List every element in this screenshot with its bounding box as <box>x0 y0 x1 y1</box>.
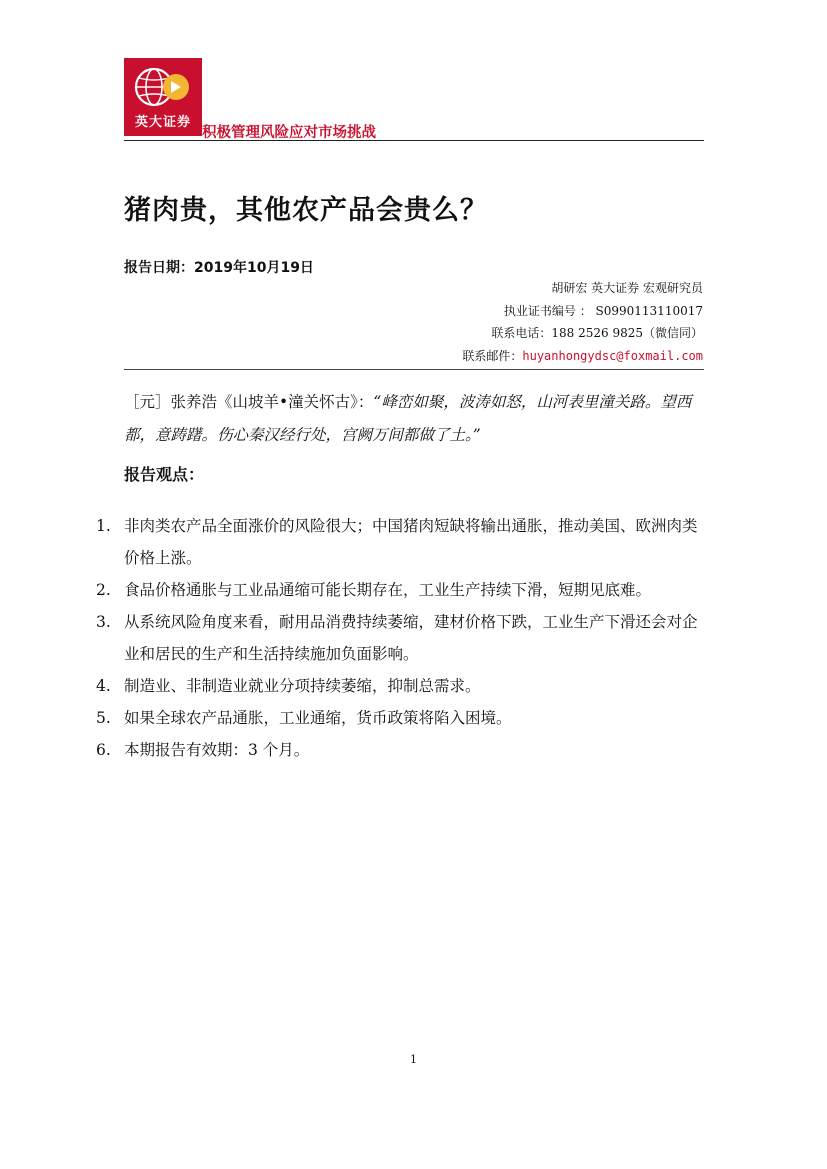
author-certificate: 执业证书编号 ： S0990113110017 <box>503 303 703 318</box>
list-item <box>96 574 706 606</box>
list-item-number: 4. <box>96 677 111 695</box>
list-item-text: 制造业、非制造业就业分项持续萎缩，抑制总需求。 <box>124 677 481 695</box>
author-email-label: 联系邮件： <box>462 348 523 363</box>
section-heading: 报告观点： <box>124 465 205 484</box>
list-item-text: 食品价格通胀与工业品通缩可能长期存在，工业生产持续下滑，短期见底难。 <box>124 581 652 599</box>
list-item-text: 如果全球农产品通胀，工业通缩，货币政策将陷入困境。 <box>124 709 512 727</box>
header-divider <box>124 140 704 141</box>
author-name: 胡研宏 英大证券 宏观研究员 <box>551 281 703 295</box>
logo-text: 英大证券 <box>134 115 191 130</box>
list-item-number: 1. <box>96 517 111 535</box>
list-item <box>96 702 706 734</box>
quote-verse: “峰峦如聚，波涛如怒，山河表里潼关路。望西都，意踌躇。伤心秦汉经行处，宫阙万间都做了土。” <box>124 393 692 444</box>
report-points-list <box>96 510 706 766</box>
list-item <box>96 670 706 702</box>
list-item-number: 3. <box>96 613 111 631</box>
author-email-row <box>462 345 703 368</box>
list-item-number: 2. <box>96 581 111 599</box>
author-info <box>462 277 703 367</box>
quote-source: ［元］张养浩《山坡羊•潼关怀古》： <box>124 393 374 411</box>
author-email-link[interactable]: huyanhongydsc@foxmail.com <box>522 348 703 363</box>
list-item <box>96 734 706 766</box>
page-number: 1 <box>410 1053 417 1066</box>
list-item-text: 从系统风险角度来看，耐用品消费持续萎缩，建材价格下跌，工业生产下滑还会对企业和居民的生产和生活持续施加负面影响。 <box>124 613 698 663</box>
list-item-number: 6. <box>96 741 111 759</box>
page-title: 猪肉贵，其他农产品会贵么？ <box>124 195 488 226</box>
epigraph-quote <box>124 386 708 452</box>
author-divider <box>124 369 704 370</box>
company-logo <box>124 58 202 136</box>
list-item-text: 本期报告有效期：3 个月。 <box>124 741 310 759</box>
list-item-text: 非肉类农产品全面涨价的风险很大；中国猪肉短缺将输出通胀，推动美国、欧洲肉类价格上涨。 <box>124 517 698 567</box>
globe-arrow-logo-icon <box>132 65 194 111</box>
list-item-number: 5. <box>96 709 111 727</box>
company-tagline: 积极管理风险应对市场挑战 <box>202 125 376 141</box>
report-date: 报告日期：2019年10月19日 <box>124 260 314 276</box>
list-item <box>96 606 706 670</box>
author-phone: 联系电话：188 2526 9825（微信同） <box>491 326 703 340</box>
list-item <box>96 510 706 574</box>
